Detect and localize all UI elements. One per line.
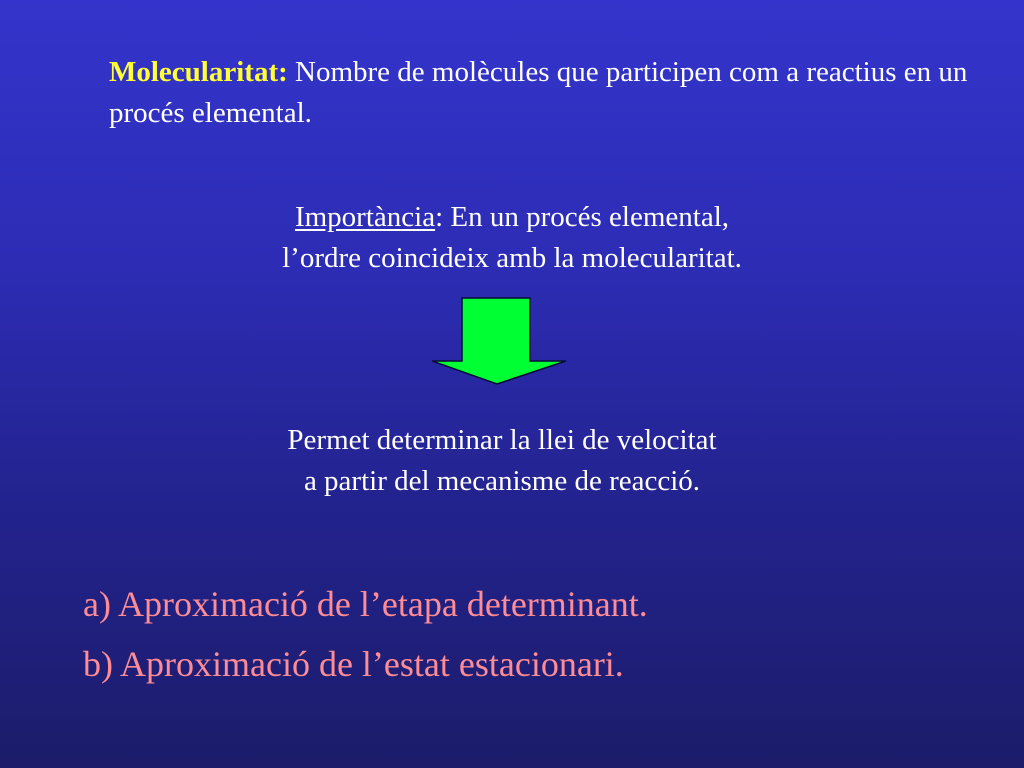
approximations-list	[83, 574, 648, 694]
consequence-line-2: a partir del mecanisme de reacció.	[303, 465, 701, 497]
approximation-item-b: b) Aproximació de l’estat estacionari.	[83, 644, 624, 684]
approximation-item-a: a) Aproximació de l’etapa determinant.	[83, 584, 648, 624]
importance-statement	[0, 197, 1024, 279]
importance-label: Importància	[294, 201, 436, 233]
consequence-line-1: Permet determinar la llei de velocitat	[287, 424, 717, 456]
consequence-statement	[0, 420, 1004, 502]
definition-text: Nombre de molècules que participen com a reactius en un procés elemental.	[109, 56, 968, 129]
importance-line-1	[0, 197, 1024, 238]
down-arrow-icon	[431, 297, 567, 385]
importance-line-1-rest: : En un procés elemental,	[435, 201, 730, 233]
importance-line-2: l’ordre coincideix amb la molecularitat.	[282, 242, 742, 274]
molecularity-definition	[109, 52, 969, 134]
definition-term: Molecularitat:	[109, 56, 288, 88]
